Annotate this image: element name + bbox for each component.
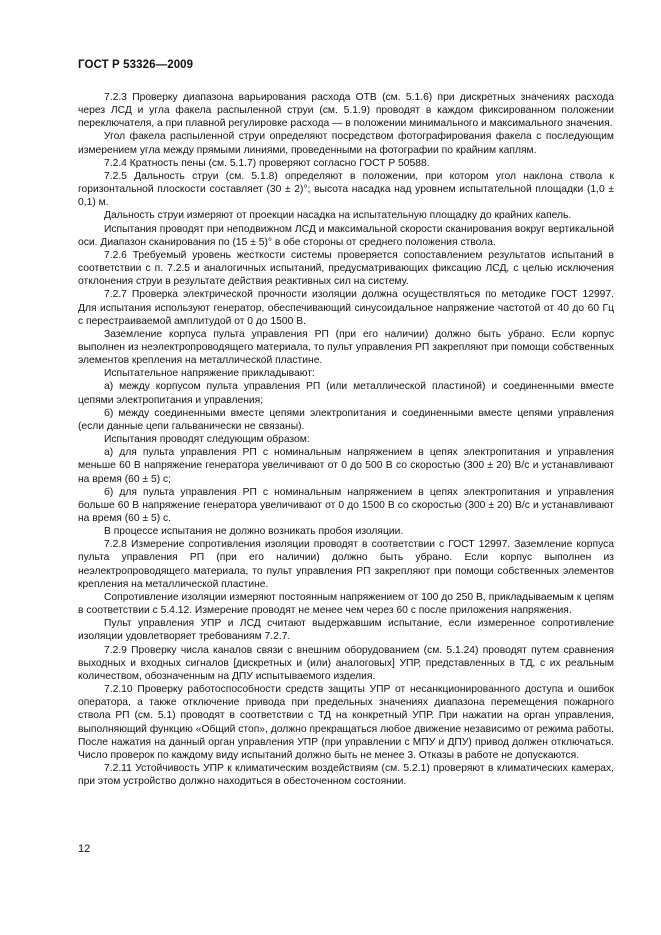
paragraph: 7.2.3 Проверку диапазона варьирования расхода ОТВ (см. 5.1.6) при дискретных значениях расхода через ЛСД и угла факела распыленной струи (см. 5.1.9) проводят в каждом фиксированном положении переключателя, а при плавной регулировке расхода — в положении минимального и максимального значения. [78, 92, 614, 130]
paragraph: 7.2.7 Проверка электрической прочности изоляции должна осуществляться по методике ГОСТ 12997. Для испытания используют генератор, обеспечивающий синусоидальное напряжение частотой от 40 до 60 Гц с перестраиваемой амплитудой от 0 до 1500 В. [78, 289, 614, 327]
list-item: б) между соединенными вместе цепями электропитания и соединенными вместе цепями управления (если данные цепи гальванически не связаны). [78, 407, 614, 432]
paragraph: Сопротивление изоляции измеряют постоянным напряжением от 100 до 250 В, прикладываемым к цепям в соответствии с 5.4.12. Измерение проводят не менее чем через 60 с после приложения напряжения. [78, 591, 614, 617]
list-item: а) для пульта управления РП с номинальным напряжением в цепях электропитания и управления меньше 60 В напряжение генератора увеличивают от 0 до 500 В со скоростью (300 ± 20) В/с и устанавливают на время (60 ± 5) с; [78, 447, 614, 485]
paragraph: Заземление корпуса пульта управления РП (при его наличии) должно быть убрано. Если корпус выполнен из неэлектропроводящего материала, то пульт управления РП закрепляют при помощи собственных элементов крепления на металлической пластине. [78, 328, 614, 367]
paragraph: 7.2.4 Кратность пены (см. 5.1.7) проверяют согласно ГОСТ Р 50588. [104, 157, 430, 169]
page-number: 12 [78, 843, 91, 855]
paragraph: 7.2.10 Проверку работоспособности средств защиты УПР от несанкционированного доступа и ошибок оператора, а также отключение привода при предельных значениях диапазона перемещения пожарного ствола РП (см. 5.1) проводят в соответствии с ТД на конкретный УПР. При нажатии на орган управления, выполняющий функцию «Общий стоп», должно прекращаться любое движение независимо от режима работы. После нажатия на данный орган управления УПР (при управлении с МПУ и ДПУ) привод должен отключаться. Число проверок по каждому виду испытаний должно быть не менее 3. Отказы в работе не допускаются. [78, 684, 614, 761]
paragraph: 7.2.8 Измерение сопротивления изоляции проводят в соответствии с ГОСТ 12997. Заземление корпуса пульта управления РП (при его наличии) должно быть убрано. Если корпус выполнен из неэлектропроводящего материала, то пульт управления РП закрепляют при помощи собственных элементов крепления на металлической пластине. [78, 539, 614, 590]
paragraph: 7.2.11 Устойчивость УПР к климатическим воздействиям (см. 5.2.1) проверяют в климатических камерах, при этом устройство должно находиться в обесточенном состоянии. [78, 762, 614, 788]
list-item: а) между корпусом пульта управления РП (или металлической пластиной) и соединенными вместе цепями электропитания и управления; [78, 381, 614, 406]
paragraph: Пульт управления УПР и ЛСД считают выдержавшим испытание, если измеренное сопротивление изоляции удовлетворяет требованиям 7.2.7. [78, 618, 614, 643]
paragraph: Испытания проводят при неподвижном ЛСД и максимальной скорости сканирования вокруг вертикальной оси. Диапазон сканирования по (15 ± 5)° в обе стороны от среднего положения ствола. [78, 223, 614, 248]
list-item: б) для пульта управления РП с номинальным напряжением в цепях электропитания и управления больше 60 В напряжение генератора увеличивают от 0 до 1500 В со скоростью (300 ± 20) В/с и устанавливают на время (60 ± 5) с. [78, 486, 614, 524]
paragraph: Испытания проводят следующим образом: [104, 434, 310, 446]
paragraph: В процессе испытания не должно возникать пробоя изоляции. [104, 526, 404, 538]
paragraph: Дальность струи измеряют от проекции насадка на испытательную площадку до крайних капель. [104, 210, 572, 222]
paragraph: Испытательное напряжение прикладывают: [104, 368, 315, 380]
paragraph: 7.2.5 Дальность струи (см. 5.1.8) определяют в положении, при котором угол наклона ствола к горизонтальной плоскости составляет (30 ± 2)°; высота насадка над уровнем испытательной площадки (1,0 ± 0,1) м. [78, 170, 614, 209]
paragraph: Угол факела распыленной струи определяют посредством фотографирования факела с последующим измерением угла между прямыми линиями, проведенными на фотографии по крайним каплям. [78, 131, 614, 156]
paragraph: 7.2.9 Проверку числа каналов связи с внешним оборудованием (см. 5.1.24) проводят путем сравнения выходных и входных сигналов [дискретных и (или) аналоговых] УПР, представленных в ТД, с их реальным количеством, обозначенным на ДПУ испытываемого изделия. [78, 644, 614, 682]
document-body [78, 91, 614, 788]
paragraph: 7.2.6 Требуемый уровень жесткости системы проверяется сопоставлением результатов испытаний в соответствии с п. 7.2.5 и аналогичных испытаний, предусматривающих фиксацию ЛСД, с целью исключения отклонения струи в результате действия реактивных сил на систему. [78, 249, 614, 288]
document-header: ГОСТ Р 53326—2009 [78, 59, 194, 71]
